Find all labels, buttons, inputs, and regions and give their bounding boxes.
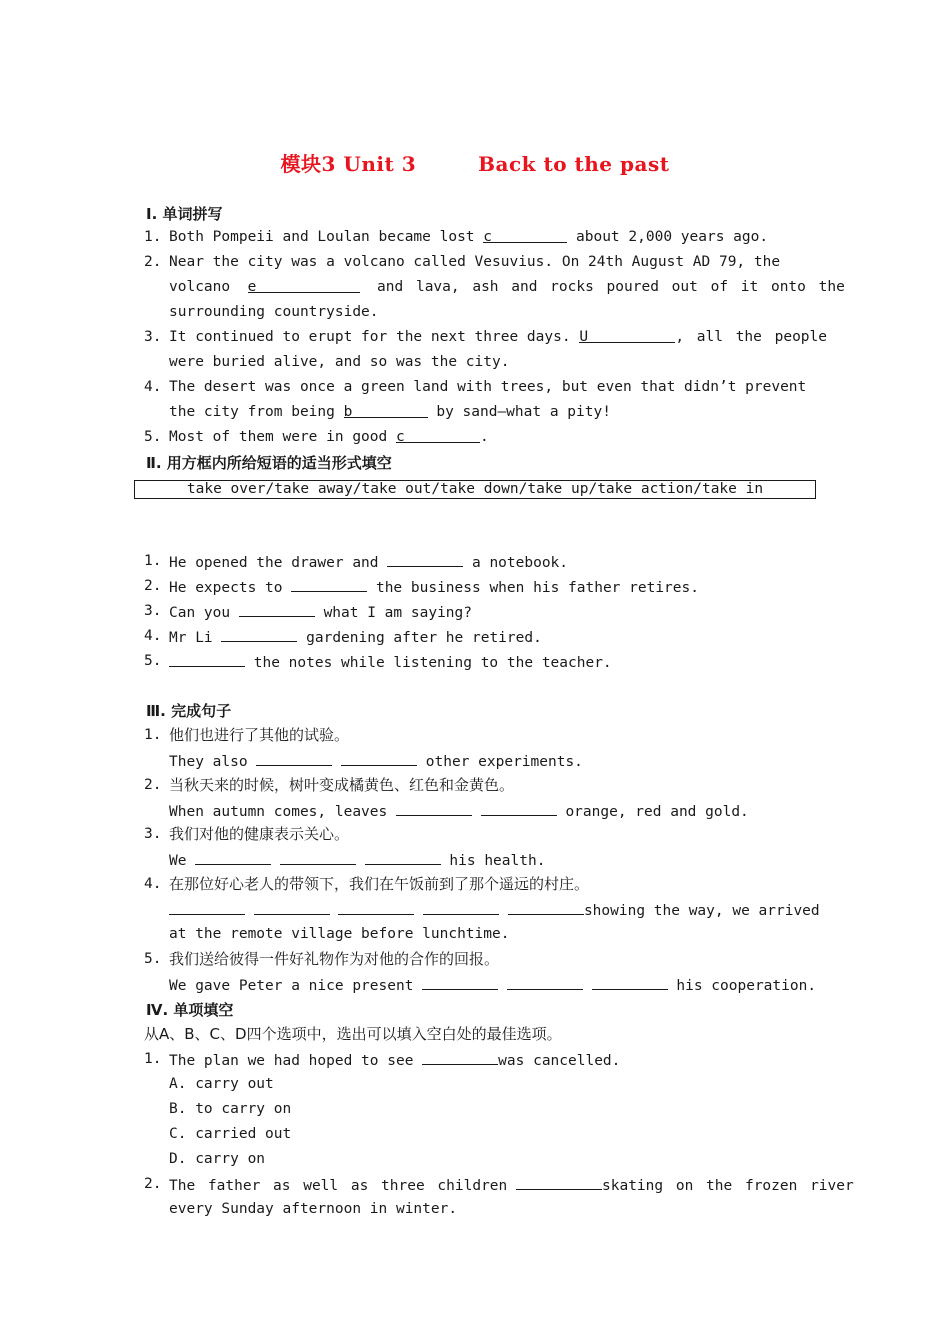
answer-blank[interactable] (423, 899, 499, 915)
answer-blank[interactable] (592, 974, 668, 990)
answer-blank[interactable] (396, 800, 472, 816)
answer-blank[interactable] (169, 899, 245, 915)
section-3-heading: Ⅲ. 完成句子 (146, 702, 232, 720)
answer-blank[interactable] (341, 750, 417, 766)
section-2-heading: Ⅱ. 用方框内所给短语的适当形式填空 (146, 454, 392, 472)
answer-blank[interactable]: U (579, 327, 675, 343)
answer-blank[interactable] (291, 576, 367, 592)
answer-blank[interactable] (481, 800, 557, 816)
option-b[interactable]: B. to carry on (169, 1101, 292, 1117)
answer-blank[interactable] (365, 849, 441, 865)
option-a[interactable]: A. carry out (169, 1076, 274, 1092)
page-title (0, 148, 950, 177)
answer-blank[interactable] (422, 1049, 498, 1065)
answer-blank[interactable] (507, 974, 583, 990)
title-module: 模块3 Unit 3 (280, 152, 417, 176)
answer-blank[interactable] (221, 626, 297, 642)
answer-blank[interactable]: e (248, 277, 360, 293)
section-4-instruction: 从A、B、C、D四个选项中，选出可以填入空白处的最佳选项。 (144, 1025, 562, 1043)
answer-blank[interactable] (256, 750, 332, 766)
answer-blank[interactable]: c (483, 227, 567, 243)
title-unit-name: Back to the past (478, 152, 670, 176)
answer-blank[interactable] (508, 899, 584, 915)
section-4-heading: Ⅳ. 单项填空 (146, 1001, 234, 1019)
option-c[interactable]: C. carried out (169, 1126, 292, 1142)
answer-blank[interactable] (169, 651, 245, 667)
answer-blank[interactable] (422, 974, 498, 990)
section-1-heading: Ⅰ. 单词拼写 (146, 205, 223, 223)
phrase-box: take over/take away/take out/take down/take up/take action/take in (134, 480, 816, 499)
answer-blank[interactable] (338, 899, 414, 915)
answer-blank[interactable] (239, 601, 315, 617)
answer-blank[interactable]: c (396, 427, 480, 443)
answer-blank[interactable] (254, 899, 330, 915)
option-d[interactable]: D. carry on (169, 1151, 266, 1167)
answer-blank[interactable]: b (344, 402, 428, 418)
answer-blank[interactable] (195, 849, 271, 865)
answer-blank[interactable] (387, 551, 463, 567)
worksheet-page: 模块3 Unit 3 Back to the past Ⅰ. 单词拼写 1. Both Pompeii and Loulan became lost c about 2,000 years ago. 2. Near the city was a volcano called Vesuvius. On 24th August AD 79, the volcano e and lava, ash and rocks poured out of it onto the surrounding countryside. 3. It continued to erupt for the next three days. U , all the people were buried alive, and so was the city. 4. The desert was once a green land with trees, but even that didn’t prevent the city from being b by sand—what a pity! 5. Most of them were in good c . Ⅱ. 用方框内所给短语的适当形式填空 take over/take away/take out/take down/take up/take action/take in 1. He opened the drawer and a notebook. 2. He expects to the business when his father retires. 3. Can you what I am saying? 4. Mr Li gardening after he retired. 5. the notes while listening to the teacher. Ⅲ. 完成句子 1. 他们也进行了其他的试验。 They also other experiments. 2. 当秋天来的时候，树叶变成橘黄色、红色和金黄色。 When autumn comes, leaves orange, red and gold. 3. 我们对他的健康表示关心。 We his health. 4. 在那位好心老人的带领下，我们在午饭前到了那个遥远的村庄。 showing the way, we arrived at the remote village before lunchtime. 5. 我们送给彼得一件好礼物作为对他的合作的回报。 We gave Peter a nice present his cooperation. Ⅳ. 单项填空 从A、B、C、D四个选项中，选出可以填入空白处的最佳选项。 1. The plan we had hoped to see was cancelled. A. carry out B. to carry on C. carried out D. carry on 2. The father as well as three children skating on the frozen river every Sunday afternoon in winter. (0, 0, 950, 1344)
answer-blank[interactable] (280, 849, 356, 865)
answer-blank[interactable] (516, 1174, 602, 1190)
